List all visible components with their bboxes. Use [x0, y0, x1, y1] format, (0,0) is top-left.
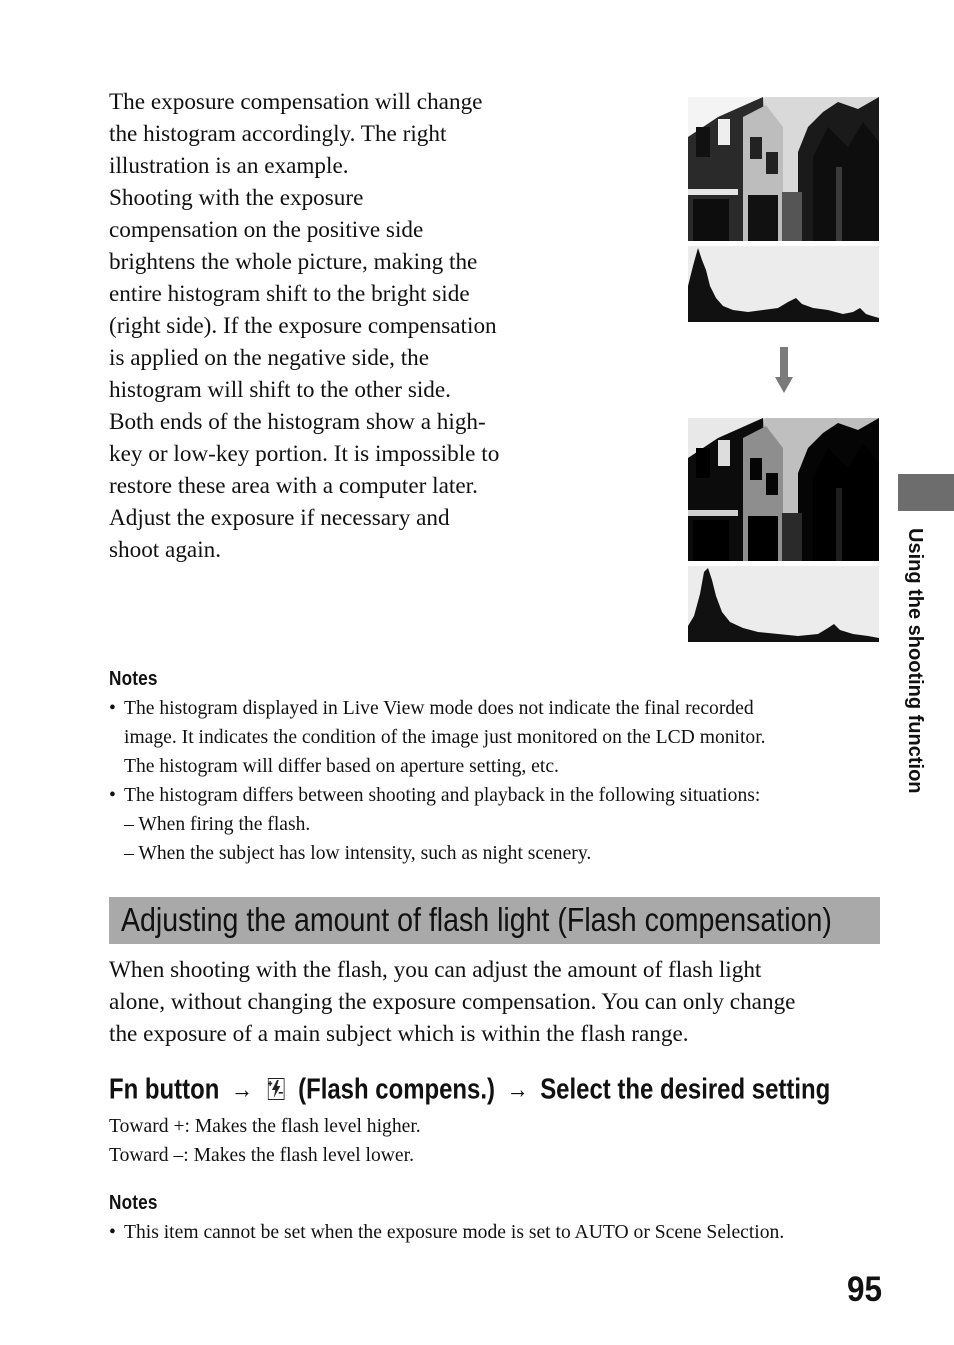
note-item: • This item cannot be set when the exposure mode is set to AUTO or Scene Selection.	[109, 1218, 899, 1247]
note-subitem: – When firing the flash.	[124, 814, 311, 835]
histogram-after	[688, 566, 879, 642]
note-line: image. It indicates the condition of the image just monitored on the LCD monitor.	[124, 727, 766, 748]
intro-line: the histogram accordingly. The right	[109, 121, 447, 147]
notes-list	[109, 694, 869, 868]
example-photo-before	[688, 97, 879, 241]
intro-line: compensation on the positive side	[109, 217, 424, 243]
intro-line: brightens the whole picture, making the	[109, 249, 478, 275]
note-item	[109, 694, 869, 781]
note-line: • The histogram displayed in Live View mode does not indicate the final recorded	[124, 698, 754, 719]
intro-line: Shooting with the exposure	[109, 185, 364, 211]
intro-line: Adjust the exposure if necessary and	[109, 505, 450, 531]
intro-line: Both ends of the histogram show a high-	[109, 409, 486, 435]
body-line: alone, without changing the exposure compensation. You can only change	[109, 989, 796, 1015]
down-arrow-icon	[774, 347, 794, 393]
chapter-tab-label: Using the shooting function	[904, 528, 926, 794]
note-item: • The histogram differs between shooting and playback in the following situations:	[109, 781, 869, 810]
toward-plus: Toward +: Makes the flash level higher.	[109, 1116, 421, 1137]
note-line: The histogram will differ based on aperture setting, etc.	[124, 756, 559, 777]
intro-line: key or low-key portion. It is impossible to	[109, 441, 500, 467]
intro-line: (right side). If the exposure compensation	[109, 313, 497, 339]
notes-list	[109, 1218, 899, 1247]
body-line: When shooting with the flash, you can adjust the amount of flash light	[109, 957, 762, 983]
flash-compensation-icon	[268, 1078, 285, 1100]
example-photo-after	[688, 418, 879, 561]
section-body	[109, 954, 889, 1050]
section-title: Adjusting the amount of flash light (Flash compensation)	[121, 901, 832, 938]
procedure-step	[109, 1071, 830, 1106]
arrow-right-icon: →	[231, 1074, 253, 1105]
intro-line: entire histogram shift to the bright side	[109, 281, 470, 307]
flash-compens-label: (Flash compens.)	[298, 1073, 495, 1106]
intro-line: shoot again.	[109, 537, 222, 563]
intro-line: is applied on the negative side, the	[109, 345, 430, 371]
chapter-tab	[898, 474, 954, 511]
note-subitem: – When the subject has low intensity, such as night scenery.	[124, 843, 592, 864]
intro-line: restore these area with a computer later.	[109, 473, 478, 499]
arrow-right-icon: →	[506, 1074, 529, 1105]
body-line: the exposure of a main subject which is within the flash range.	[109, 1021, 689, 1047]
intro-line: histogram will shift to the other side.	[109, 377, 451, 403]
toward-minus: Toward –: Makes the flash level lower.	[109, 1145, 414, 1166]
page-number: 95	[846, 1270, 882, 1309]
histogram-before	[688, 246, 879, 322]
notes-heading: Notes	[109, 668, 158, 690]
intro-line: The exposure compensation will change	[109, 89, 483, 115]
notes-heading: Notes	[109, 1192, 158, 1214]
intro-line: illustration is an example.	[109, 153, 349, 179]
fn-button-label: Fn button	[109, 1073, 220, 1106]
select-setting-label: Select the desired setting	[540, 1073, 831, 1106]
intro-paragraph	[109, 86, 539, 566]
